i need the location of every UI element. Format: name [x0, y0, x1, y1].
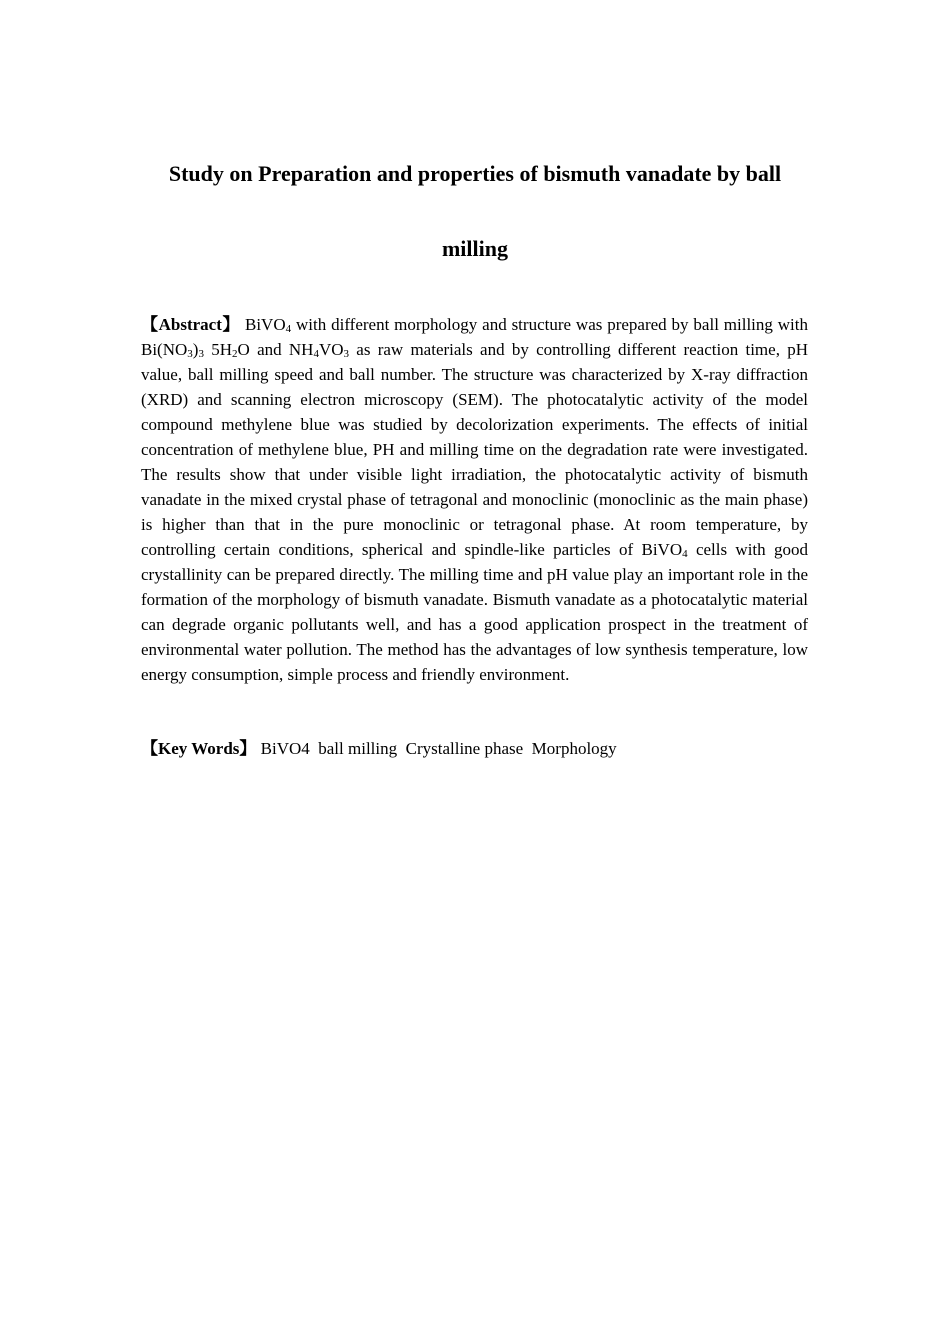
subscript: 4: [682, 548, 688, 560]
subscript: 3: [198, 348, 204, 360]
abstract-text: VO: [318, 340, 344, 359]
abstract-text: 5H: [203, 340, 233, 359]
subscript: 3: [343, 348, 349, 360]
abstract-label: 【Abstract】: [141, 315, 241, 334]
paper-title-line-1: Study on Preparation and properties of bismuth vanadate by ball: [168, 161, 782, 186]
abstract-text: BiVO: [240, 315, 286, 334]
subscript: 4: [285, 323, 292, 335]
abstract-text: ): [192, 340, 199, 359]
paper-title-line-2: milling: [441, 236, 508, 261]
abstract-text: O and NH: [237, 340, 314, 359]
abstract-text: as raw materials and by controlling different reaction time, pH value, ball milling speed and ball number. The structure was characterized by X-ray diffraction (XRD) and scanning electron microscopy (SEM). The photocatalytic activity of the model compound methylene blue was studied by decolorization experiments. The effects of initial concentration of methylene blue, PH and milling time on the degradation rate were investigated. The results show that under visible light irradiation, the photocatalytic activity of bismuth vanadate in the mixed crystal phase of tetragonal and monoclinic (monoclinic as the main phase) is higher than that in the pure monoclinic or tetragonal phase. At room temperature, by controlling certain conditions, spherical and spindle-like particles of BiVO: [141, 340, 808, 559]
subscript: 2: [232, 348, 238, 360]
abstract-text: with different morphology and structure was prepared by ball milling with Bi(NO: [141, 315, 808, 359]
abstract-text: cells with good crystallinity can be prepared directly. The milling time and pH value play an important role in the formation of the morphology of bismuth vanadate. Bismuth vanadate as a photocatalytic material can degrade organic pollutants well, and has a good application prospect in the treatment of environmental water pollution. The method has the advantages of low synthesis temperature, low energy consumption, simple process and friendly environment.: [141, 540, 808, 684]
keywords-label: 【Key Words】: [141, 739, 257, 758]
keywords-text: BiVO4 ball milling Crystalline phase Morphology: [256, 739, 617, 758]
keywords-line: [141, 736, 808, 761]
abstract-paragraph: [141, 312, 808, 687]
subscript: 3: [187, 348, 193, 360]
subscript: 4: [313, 348, 319, 360]
